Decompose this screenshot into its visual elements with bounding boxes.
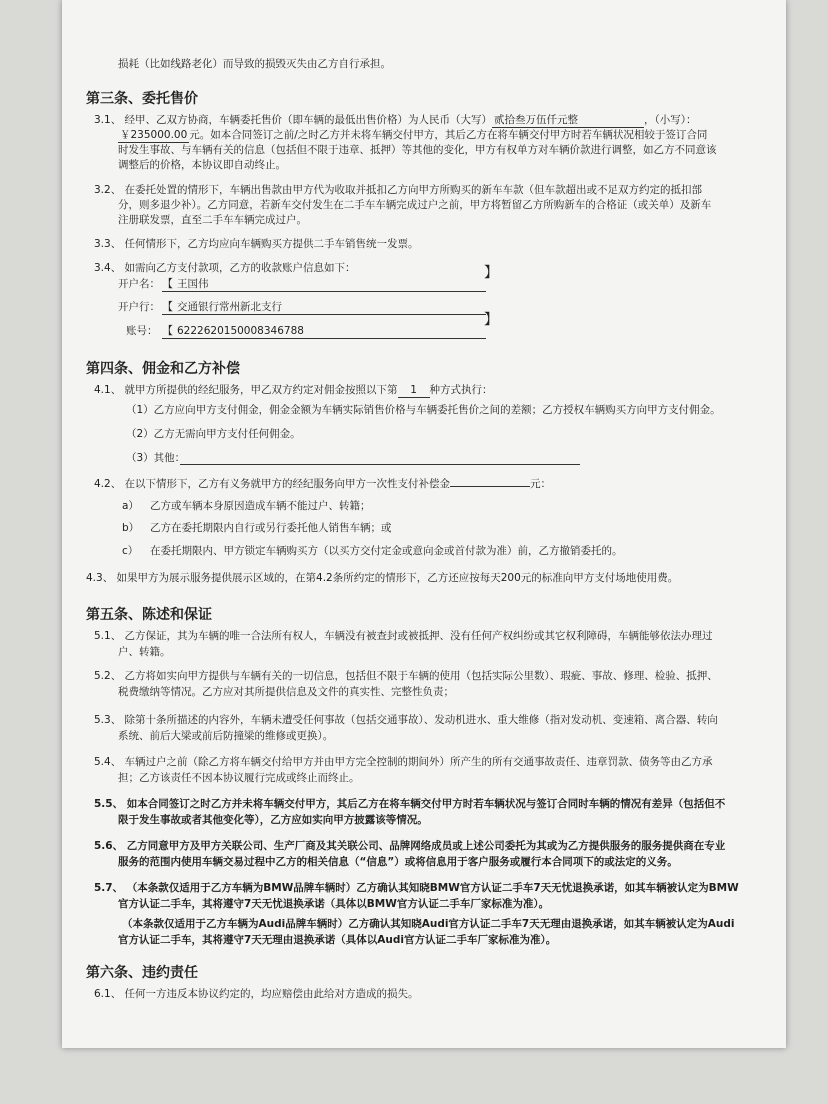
clause-5-4-line-1: 5.4、 车辆过户之前（除乙方将车辆交付给甲方并由甲方完全控制的期间外）所产生的所有交通事故责任、违章罚款、债务等由乙方承 xyxy=(94,756,713,768)
clause-5-1-line-1: 5.1、 乙方保证，其为车辆的唯一合法所有权人，车辆没有被查封或被抵押、没有任何产权纠纷或其它权利障碍，车辆能够依法办理过 xyxy=(94,630,713,642)
commission-option-3-underline xyxy=(180,464,580,465)
clause-5-6-line-1: 5.6、 乙方同意甲方及甲方关联公司、生产厂商及其关联公司、品牌网络成员或上述公司委托为其或为乙方提供服务的服务提供商在专业 xyxy=(94,840,726,852)
clause-3-4-intro: 3.4、 如需向乙方支付款项，乙方的收款账户信息如下： xyxy=(94,262,356,274)
section-3-title: 第三条、委托售价 xyxy=(86,91,198,107)
account-name-value: 王国伟 xyxy=(177,278,209,290)
continued-line: 损耗（比如线路老化）而导致的损毁灭失由乙方自行承担。 xyxy=(118,58,391,70)
clause-6-1: 6.1、 任何一方违反本协议约定的，均应赔偿由此给对方造成的损失。 xyxy=(94,988,419,1000)
price-in-figures-field: ￥235000.00 xyxy=(120,129,188,141)
clause-3-1-lead: 3.1、 经甲、乙双方协商，车辆委托售价（即车辆的最低出售价格）为人民币（大写） xyxy=(94,114,493,126)
account-name-label: 开户名： xyxy=(118,278,160,290)
clause-5-5-line-1: 5.5、 如本合同签订之时乙方并未将车辆交付甲方，其后乙方在将车辆交付甲方时若车辆状况与签订合同时车辆的情况有差异（包括但不 xyxy=(94,798,726,810)
clause-5-7-line-3: （本条款仅适用于乙方车辆为Audi品牌车辆时）乙方确认其知晓Audi官方认证二手车7天无理由退换承诺，如其车辆被认定为Audi xyxy=(122,918,735,930)
account-number-close-bracket: 】 xyxy=(484,312,498,328)
account-bank-open-bracket: 【 xyxy=(162,300,173,313)
clause-3-1-line-3: 时发生事故、与车辆有关的信息（包括但不限于违章、抵押）等其他的变化，甲方有权单方对车辆价款进行调整，如乙方不同意该 xyxy=(118,144,717,156)
clause-4-2 xyxy=(94,478,551,491)
account-bank-label: 开户行： xyxy=(118,301,160,313)
document-page xyxy=(62,0,786,1048)
clause-5-2-line-1: 5.2、 乙方将如实向甲方提供与车辆有关的一切信息，包括但不限于车辆的使用（包括实际公里数）、瑕疵、事故、修理、检验、抵押、 xyxy=(94,670,718,682)
account-number-label: 账号： xyxy=(126,325,158,337)
clause-3-2-line-3: 注册联发票，直至二手车车辆完成过户。 xyxy=(118,214,307,226)
clause-4-1 xyxy=(94,384,493,398)
clause-3-1-line-1 xyxy=(94,114,697,128)
item-a-label: a） xyxy=(122,500,139,512)
account-number-open-bracket: 【 xyxy=(162,324,173,337)
item-c-label: c） xyxy=(122,545,139,557)
commission-option-3-label: （3）其他： xyxy=(126,452,186,464)
clause-3-1-line-4: 调整后的价格，本协议即自动终止。 xyxy=(118,159,286,171)
clause-5-6-line-2: 服务的范围内使用车辆交易过程中乙方的相关信息（“信息”）或将信息用于客户服务或履行本合同项下的或法定的义务。 xyxy=(118,856,678,868)
section-5-title: 第五条、陈述和保证 xyxy=(86,607,212,623)
clause-3-2-line-2: 分，则多退少补）。乙方同意，若新车交付发生在二手车车辆完成过户之前，甲方将暂留乙方所购新车的合格证（或关单）及新车 xyxy=(118,199,712,211)
clause-5-5-line-2: 限于发生事故或者其他变化等），乙方应如实向甲方披露该等情况。 xyxy=(118,814,428,826)
clause-5-3-line-1: 5.3、 除第十条所描述的内容外，车辆未遭受任何事故（包括交通事故）、发动机进水、重大维修（指对发动机、变速箱、离合器、转向 xyxy=(94,714,718,726)
clause-5-7-line-4: 官方认证二手车，其将遵守7天无理由退换承诺（具体以Audi官方认证二手车厂家标准为准）。 xyxy=(118,934,557,946)
account-bank-value: 交通银行常州新北支行 xyxy=(177,301,282,313)
clause-4-1-tail: 种方式执行： xyxy=(429,384,493,396)
clause-5-7-line-2: 官方认证二手车，其将遵守7天无忧退换承诺（具体以BMW官方认证二手车厂家标准为准）。 xyxy=(118,898,550,910)
clause-3-3: 3.3、 任何情形下，乙方均应向车辆购买方提供二手车销售统一发票。 xyxy=(94,238,419,250)
account-bank-underline xyxy=(162,314,486,315)
clause-4-2-unit: 元： xyxy=(530,478,552,490)
clause-4-1-lead: 4.1、 就甲方所提供的经纪服务，甲乙双方约定对佣金按照以下第 xyxy=(94,384,398,396)
clause-5-1-line-2: 户、转籍。 xyxy=(118,646,171,658)
item-b-text: 乙方在委托期限内自行或另行委托他人销售车辆；或 xyxy=(150,522,392,534)
price-in-words-field: 贰拾叁万伍仟元整 xyxy=(492,114,644,128)
commission-option-1: （1）乙方应向甲方支付佣金，佣金金额为车辆实际销售价格与车辆委托售价之间的差额；乙方授权车辆购买方向甲方支付佣金。 xyxy=(126,404,721,416)
commission-method-field: 1 xyxy=(398,384,430,398)
clause-5-3-line-2: 系统、前后大梁或前后防撞梁的维修或更换）。 xyxy=(118,730,334,742)
account-number-value: 6222620150008346788 xyxy=(177,325,304,337)
compensation-amount-field xyxy=(450,486,530,487)
account-number-underline xyxy=(162,338,486,339)
clause-4-3: 4.3、 如果甲方为展示服务提供展示区域的，在第4.2条所约定的情形下，乙方还应按每天200元的标准向甲方支付场地使用费。 xyxy=(86,572,679,584)
clause-3-2-line-1: 3.2、 在委托处置的情形下，车辆出售款由甲方代为收取并抵扣乙方向甲方所购买的新车车款（但车款超出或不足双方约定的抵扣部 xyxy=(94,184,703,196)
item-b-label: b） xyxy=(122,522,140,534)
clause-4-2-lead: 4.2、 在以下情形下，乙方有义务就甲方的经纪服务向甲方一次性支付补偿金 xyxy=(94,478,451,490)
clause-3-1-lower-label: ，（小写）： xyxy=(644,114,697,126)
document-content xyxy=(62,0,786,1048)
account-name-open-bracket: 【 xyxy=(162,277,173,290)
item-a-text: 乙方或车辆本身原因造成车辆不能过户、转籍； xyxy=(150,500,371,512)
clause-5-2-line-2: 税费缴纳等情况。乙方应对其所提供信息及文件的真实性、完整性负责； xyxy=(118,686,454,698)
account-name-close-bracket: 】 xyxy=(484,265,498,281)
clause-5-4-line-2: 担；乙方该责任不因本协议履行完成或终止而终止。 xyxy=(118,772,360,784)
clause-3-1-line-2 xyxy=(118,129,707,143)
section-6-title: 第六条、违约责任 xyxy=(86,965,198,981)
item-c-text: 在委托期限内、甲方锁定车辆购买方（以买方交付定金或意向金或首付款为准）前，乙方撤销委托的。 xyxy=(150,545,623,557)
account-name-underline xyxy=(162,291,486,292)
clause-3-1-cont: 元。如本合同签订之前/之时乙方并未将车辆交付甲方，其后乙方在将车辆交付甲方时若车辆状况相较于签订合同 xyxy=(189,129,708,141)
commission-option-2: （2）乙方无需向甲方支付任何佣金。 xyxy=(126,428,301,440)
clause-5-7-line-1: 5.7、 （本条款仅适用于乙方车辆为BMW品牌车辆时）乙方确认其知晓BMW官方认证二手车7天无忧退换承诺，如其车辆被认定为BMW xyxy=(94,882,739,894)
section-4-title: 第四条、佣金和乙方补偿 xyxy=(86,361,240,377)
